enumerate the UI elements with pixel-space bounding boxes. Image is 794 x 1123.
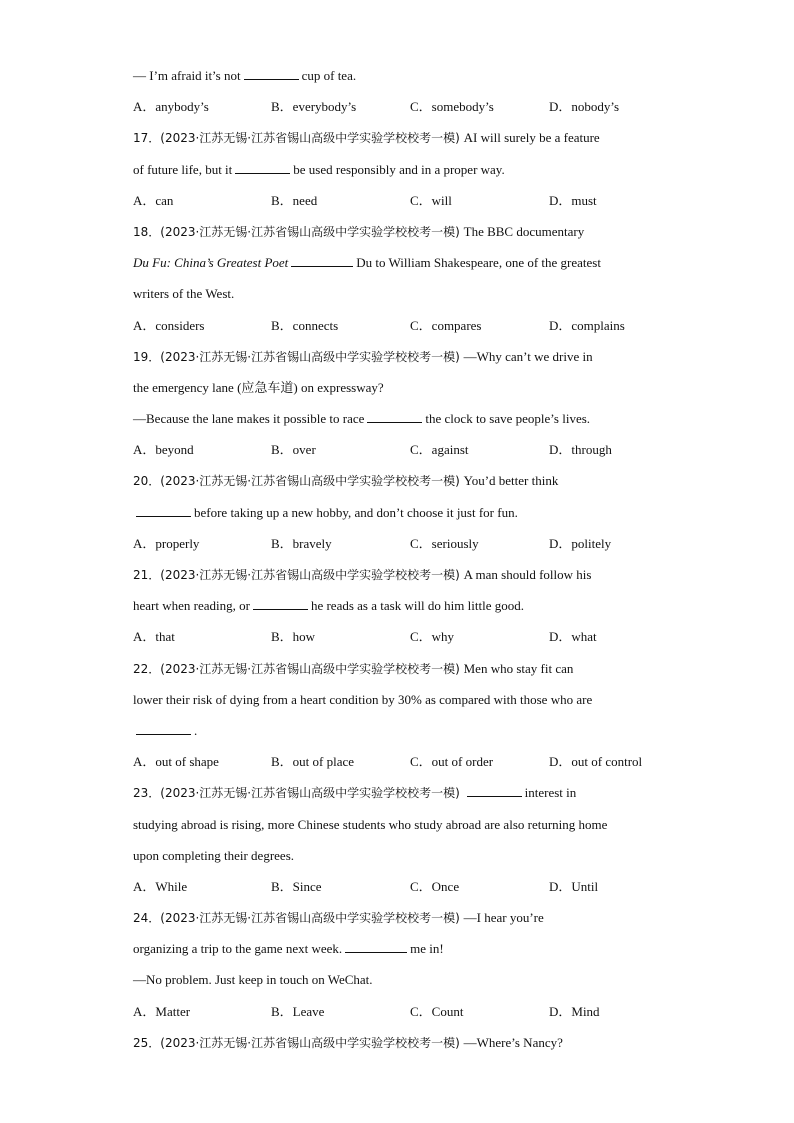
question-text-line: [133, 653, 668, 684]
answer-option: A．considers: [133, 317, 205, 333]
text-segment: —Why can’t we drive in: [463, 348, 593, 364]
answer-option: B．Since: [271, 878, 322, 894]
answer-options-row: [133, 871, 668, 902]
question-text-line: [133, 278, 668, 309]
text-segment: cup of tea.: [301, 68, 357, 83]
question-text-line: [133, 372, 668, 403]
answer-option: B．everybody’s: [271, 99, 357, 115]
answer-blank: [345, 942, 407, 953]
answer-option: D．Until: [549, 878, 599, 894]
answer-option: A．anybody’s: [133, 99, 209, 115]
text-segment: —I hear you’re: [463, 910, 544, 926]
text-segment: the emergency lane (应急车道) on expressway?: [133, 379, 384, 395]
answer-blank: [367, 412, 422, 423]
answer-option: A．beyond: [133, 442, 194, 458]
exam-page: [133, 60, 668, 1058]
text-segment: be used responsibly and in a proper way.: [293, 161, 505, 177]
answer-blank: [253, 599, 308, 610]
answer-option: A．While: [133, 878, 188, 894]
text-segment: before taking up a new hobby, and don’t choose it just for fun.: [194, 504, 518, 520]
answer-option: C．against: [410, 442, 469, 458]
text-segment: Men who stay fit can: [463, 660, 574, 676]
question-source: 20．(2023·江苏无锡·江苏省锡山高级中学实验学校校考一模): [133, 474, 464, 489]
answer-option: C．somebody’s: [410, 99, 494, 115]
answer-option: C．Once: [410, 878, 460, 894]
question-text-line: [133, 559, 668, 590]
question-source: 18．(2023·江苏无锡·江苏省锡山高级中学实验学校校考一模): [133, 224, 464, 239]
answer-options-row: [133, 310, 668, 341]
answer-option: C．compares: [410, 317, 482, 333]
italic-title: Du Fu: China’s Greatest Poet: [133, 255, 289, 271]
text-segment: Du to William Shakespeare, one of the greatest: [356, 255, 601, 271]
question-text-line: [133, 1027, 668, 1058]
question-text-line: [133, 933, 668, 964]
answer-option: D．nobody’s: [549, 99, 620, 115]
answer-option: B．Leave: [271, 1003, 325, 1019]
text-segment: A man should follow his: [463, 567, 592, 582]
answer-option: D．politely: [549, 535, 612, 551]
answer-blank: [136, 724, 191, 735]
answer-option: A．that: [133, 629, 175, 645]
answer-option: B．need: [271, 192, 318, 208]
text-segment: writers of the West.: [133, 286, 235, 302]
answer-options-row: [133, 434, 668, 465]
text-segment: me in!: [410, 941, 444, 957]
text-segment: The BBC documentary: [463, 223, 585, 239]
question-text-line: [133, 216, 668, 247]
question-text-line: [133, 60, 668, 91]
answer-option: A．properly: [133, 535, 200, 551]
question-text-line: [133, 684, 668, 715]
text-segment: —Because the lane makes it possible to race: [133, 411, 365, 427]
text-segment: lower their risk of dying from a heart condition by 30% as compared with those who are: [133, 691, 593, 707]
answer-blank: [291, 256, 353, 267]
answer-option: B．out of place: [271, 754, 355, 770]
text-segment: the clock to save people’s lives.: [425, 411, 591, 427]
answer-option: D．out of control: [549, 754, 643, 770]
question-text-line: [133, 777, 668, 808]
question-text-line: [133, 403, 668, 434]
text-segment: interest in: [524, 785, 577, 801]
text-segment: .: [194, 722, 198, 738]
question-text-line: [133, 341, 668, 372]
answer-option: B．connects: [271, 317, 339, 333]
answer-options-row: [133, 528, 668, 559]
answer-option: B．bravely: [271, 535, 332, 551]
answer-option: C．out of order: [410, 754, 494, 770]
answer-blank: [235, 163, 290, 174]
answer-option: A．Matter: [133, 1003, 191, 1019]
answer-option: D．must: [549, 192, 597, 208]
text-segment: of future life, but it: [133, 161, 233, 177]
answer-option: B．how: [271, 629, 316, 645]
question-source: 21．(2023·江苏无锡·江苏省锡山高级中学实验学校校考一模): [133, 568, 464, 582]
question-text-line: [133, 809, 668, 840]
answer-blank: [244, 69, 299, 80]
question-source: 17．(2023·江苏无锡·江苏省锡山高级中学实验学校校考一模): [133, 131, 464, 146]
text-segment: AI will surely be a feature: [463, 130, 600, 146]
text-segment: —No problem. Just keep in touch on WeChat.: [133, 972, 373, 988]
answer-option: C．seriously: [410, 535, 479, 551]
answer-option: D．through: [549, 442, 612, 458]
text-segment: heart when reading, or: [133, 598, 250, 614]
answer-options-row: [133, 185, 668, 216]
question-text-line: [133, 497, 668, 528]
answer-option: D．Mind: [549, 1003, 600, 1019]
question-text-line: [133, 465, 668, 496]
text-segment: studying abroad is rising, more Chinese students who study abroad are also returning home: [133, 816, 608, 832]
question-text-line: [133, 122, 668, 153]
question-source: 23．(2023·江苏无锡·江苏省锡山高级中学实验学校校考一模): [133, 786, 464, 801]
answer-blank: [467, 786, 522, 797]
text-segment: he reads as a task will do him little good.: [310, 598, 524, 614]
question-source: 19．(2023·江苏无锡·江苏省锡山高级中学实验学校校考一模): [133, 349, 464, 364]
text-segment: upon completing their degrees.: [133, 847, 295, 863]
answer-options-row: [133, 621, 668, 652]
question-text-line: [133, 902, 668, 933]
answer-option: C．why: [410, 629, 455, 645]
answer-option: A．can: [133, 192, 174, 208]
question-text-line: [133, 154, 668, 185]
text-segment: You’d better think: [463, 473, 559, 489]
answer-option: D．complains: [549, 317, 625, 333]
answer-option: B．over: [271, 442, 316, 458]
answer-options-row: [133, 91, 668, 122]
answer-option: A．out of shape: [133, 754, 219, 770]
answer-option: D．what: [549, 629, 597, 645]
answer-option: C．Count: [410, 1003, 464, 1019]
question-text-line: [133, 247, 668, 278]
question-text-line: [133, 840, 668, 871]
question-source: 24．(2023·江苏无锡·江苏省锡山高级中学实验学校校考一模): [133, 911, 464, 926]
text-segment: — I’m afraid it’s not: [133, 68, 241, 83]
answer-options-row: [133, 996, 668, 1027]
question-text-line: [133, 715, 668, 746]
question-source: 22．(2023·江苏无锡·江苏省锡山高级中学实验学校校考一模): [133, 661, 464, 676]
answer-option: C．will: [410, 192, 452, 208]
text-segment: —Where’s Nancy?: [463, 1034, 563, 1050]
question-source: 25．(2023·江苏无锡·江苏省锡山高级中学实验学校校考一模): [133, 1035, 464, 1050]
question-text-line: [133, 964, 668, 995]
text-segment: organizing a trip to the game next week.: [133, 941, 343, 957]
answer-options-row: [133, 746, 668, 777]
answer-blank: [136, 506, 191, 517]
question-text-line: [133, 590, 668, 621]
